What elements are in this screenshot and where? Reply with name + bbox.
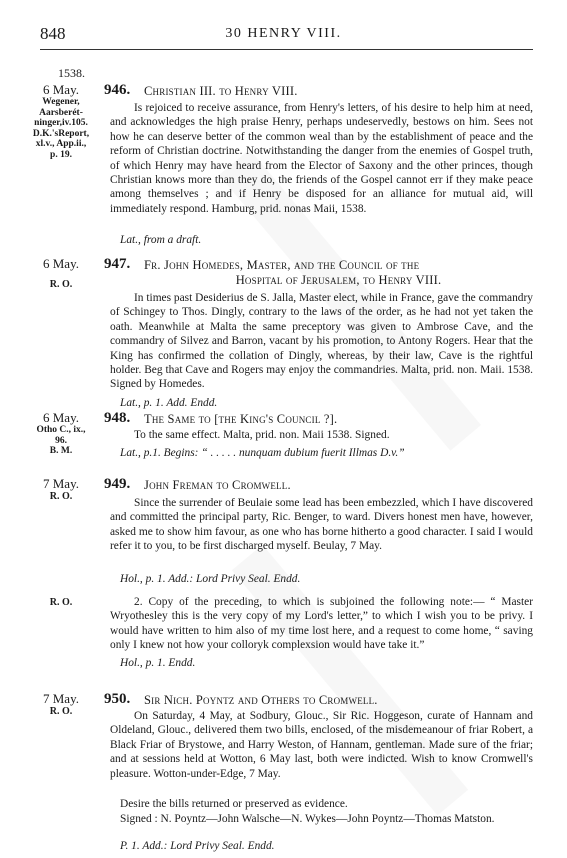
entry-body-part-2: 2. Copy of the preceding, to which is subjoined the following note:— “ Master Wryothesley this is the very copy of my Lord's letter,” to which I wish you to be privy. I would have written to him also of my time lost here, and a request to come home, “ saving only I knew not how your colloryk complexsion would have take it.” [110,596,533,652]
margin-note [22,478,100,502]
source-line: R. O. [49,279,73,290]
entry-number: 946. [104,82,131,98]
source-line: R. O. [49,597,73,608]
source-line: D.K.'sReport, [32,128,90,139]
entry-number: 947. [104,256,131,272]
entry-body: To the same effect. Malta, prid. non. Maii 1538. Signed. [134,429,390,441]
entry-note: Lat., from a draft. [120,234,202,246]
entry-body: Since the surrender of Beulaie some lead has been embezzled, which I have discovered and committed the principal party, Ric. Benger, to ward. Divers honest men have, however, asked me to show him favour, as one who has borne hitherto a good character. I said I would refer it to you, to be first discharged myself. Beulay, 7 May. [110,497,533,553]
entry-title-line-2: Hospital of Jerusalem, to Henry VIII. [235,273,442,287]
entry-date: 7 May. [43,476,79,491]
entry-date: 6 May. [43,410,79,425]
margin-note [22,597,100,608]
source-line: 96. [55,435,67,446]
entry-title-line-1: Fr. John Homedes, Master, and the Council of the [144,258,420,272]
entry-title: Christian III. to Henry VIII. [144,84,298,98]
entry-note: Lat., p. 1. Add. Endd. [120,397,218,409]
entry-number: 949. [104,476,131,492]
header-rule [40,49,533,50]
entry-signatures: Signed : N. Poyntz—John Walsche—N. Wykes—John Poyntz—Thomas Matston. [120,813,495,825]
entry-number: 948. [104,410,131,426]
entry-note: Hol., p. 1. Add.: Lord Privy Seal. Endd. [120,573,301,585]
entry-title: Sir Nich. Poyntz and Others to Cromwell. [144,693,378,707]
entry-date: 6 May. [43,256,79,271]
source-line: B. M. [49,446,73,456]
entry-title: The Same to [the King's Council ?]. [144,412,338,426]
source-line: Otho C., ix., [36,425,86,435]
entry-date: 6 May. [43,82,79,97]
source-line: R. O. [49,491,73,502]
entry-note: P. 1. Add.: Lord Privy Seal. Endd. [120,840,275,852]
margin-note [22,258,100,290]
entry-number: 950. [104,691,131,707]
margin-note [22,84,100,160]
entry-body: In times past Desiderius de S. Jalla, Master elect, while in France, gave the commandry of Schingey to Thos. Dingly, contrary to the laws of the order, as he had not yet taken the oath. Meanwhile at Malta the same preceptory was given to Ambrose Cave, and the commandry of Silvez and Barron, vacant by his promotion, to Antony Rogers. Hear that the King has confirmed the collation of Dingly, whereas, by their law, Cave is the rightful holder. Beg that Cave and Rogers may enjoy the commandries. Malta, prid. non. Maii. 1538. Signed by Homedes. [110,292,533,391]
source-line: Aarsberét- [39,107,83,118]
source-line: p. 19. [50,149,72,160]
source-line: R. O. [49,706,73,717]
page-header [0,22,567,46]
entry-body-extra: Desire the bills returned or preserved as evidence. [120,798,348,810]
margin-note [22,412,100,457]
source-line: Wegener, [42,97,80,107]
page-number: 848 [40,24,66,43]
entry-date: 7 May. [43,691,79,706]
running-head: 30 HENRY VIII. [225,26,342,41]
entry-title: John Freman to Cromwell. [144,478,291,492]
margin-note [22,693,100,717]
entry-note: Lat., p.1. Begins: “ . . . . . nunquam dubium fuerit Illmas D.v.” [120,447,405,459]
entry-body: On Saturday, 4 May, at Sodbury, Glouc., Sir Ric. Hoggeson, curate of Hannam and Oldeland, Glouc., delivered them two bills, enclosed, of the misdemeanour of friar Robert, a Black Friar of Brystowe, and Harry Weston, of Hannam, gentleman. Made sure of the friar; and at sessions held at Wotton, 6 May last, both were indicted. Wish to know Cromwell's pleasure. Wotton-under-Edge, 7 May. [110,710,533,780]
source-line: ninger,iv.105. [34,118,88,128]
year-marker: 1538. [58,66,85,80]
entry-note: Hol., p. 1. Endd. [120,657,196,669]
source-line: xl.v., App.ii., [35,139,87,149]
entry-body: Is rejoiced to receive assurance, from Henry's letters, of his desire to help him at need, and acknowledges the high praise Henry, perhaps undeservedly, bestows on him. Sees not how he can deserve better of the common weal than by the establishment of peace and the reform of Christian doctrine. Notwithstanding the danger from the enemies of Gospel truth, of which Henry may have heard from the Elector of Saxony and the other princes, though Christian knows more than they do, the friends of the Gospel cannot err if they make peace among themselves ; and if Henry be disposed for an alliance for mutual aid, will immediately respond. Hamburg, prid. nonas Maii, 1538. [110,102,533,215]
